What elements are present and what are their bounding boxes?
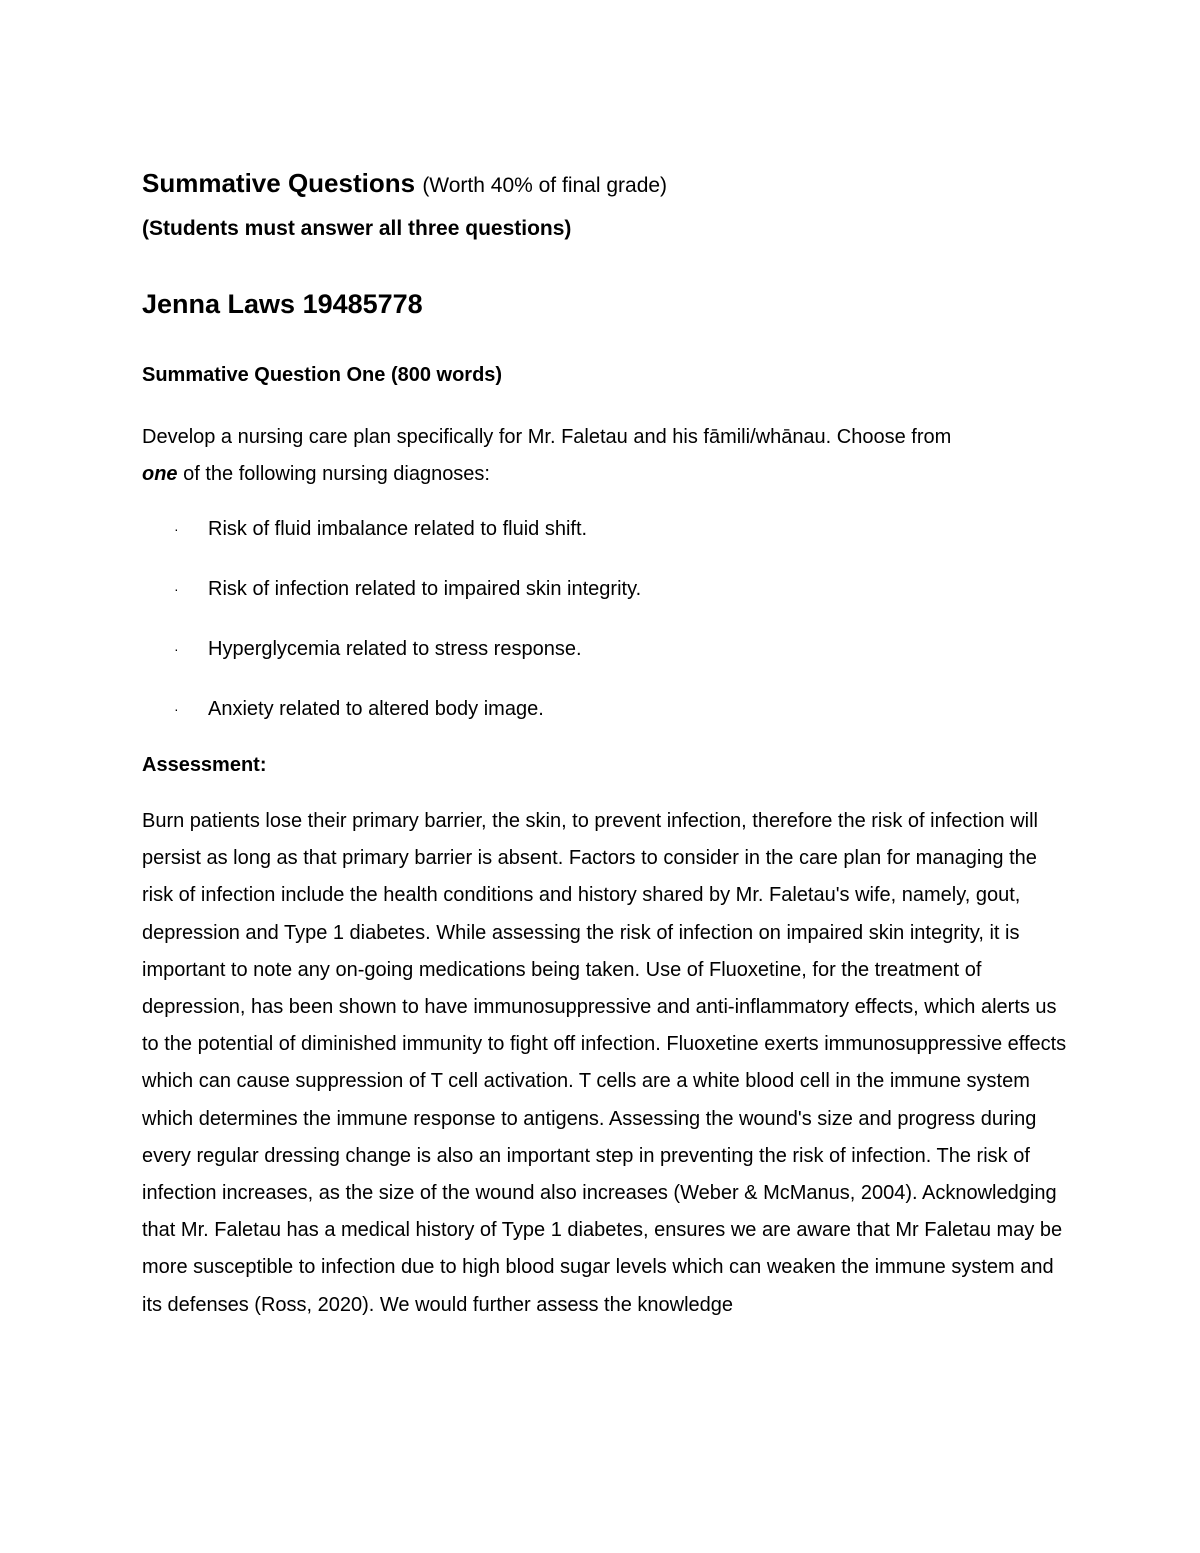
list-item — [142, 515, 1072, 543]
diagnosis-text: Hyperglycemia related to stress response. — [208, 638, 582, 660]
assessment-paragraph: Burn patients lose their primary barrier, the skin, to prevent infection, therefore the risk of infection will persist as long as that primary barrier is absent. Factors to consider in the care plan for managing the risk of infection include the health conditions and history shared by Mr. Faletau's wife, namely, gout, depression and Type 1 diabetes. While assessing the risk of infection on impaired skin integrity, it is important to note any on-going medications being taken. Use of Fluoxetine, for the treatment of depression, has been shown to have immunosuppressive and anti-inflammatory effects, which alerts us to the potential of diminished immunity to fight off infection. Fluoxetine exerts immunosuppressive effects which can cause suppression of T cell activation. T cells are a white blood cell in the immune system which determines the immune response to antigens. Assessing the wound's size and progress during every regular dressing change is also an important step in preventing the risk of infection. The risk of infection increases, as the size of the wound also increases (Weber & McManus, 2004). Acknowledging that Mr. Faletau has a medical history of Type 1 diabetes, ensures we are aware that Mr Faletau may be more susceptible to infection due to high blood sugar levels which can weaken the immune system and its defenses (Ross, 2020). We would further assess the knowledge — [142, 810, 1067, 1316]
list-item — [142, 575, 1072, 603]
prompt-text-1: Develop a nursing care plan specifically for Mr. Faletau and his fāmili/whānau. Choose from — [142, 426, 952, 448]
title-main: Summative Questions — [142, 168, 416, 198]
bullet-icon: · — [174, 641, 179, 657]
bullet-icon: · — [174, 581, 179, 597]
list-item — [142, 635, 1072, 663]
prompt-text-2: of the following nursing diagnoses: — [183, 463, 490, 485]
bullet-icon: · — [174, 521, 179, 537]
assessment-heading: Assessment: — [142, 754, 267, 776]
diagnosis-text: Anxiety related to altered body image. — [208, 698, 544, 720]
document-page — [142, 166, 1072, 1324]
document-title — [142, 166, 1072, 203]
title-weight-note: (Worth 40% of final grade) — [422, 174, 668, 197]
student-name-id: Jenna Laws 19485778 — [142, 289, 423, 319]
question-heading: Summative Question One (800 words) — [142, 364, 503, 386]
diagnosis-list — [142, 515, 1072, 723]
prompt-emphasis: one — [142, 463, 178, 485]
diagnosis-text: Risk of fluid imbalance related to fluid shift. — [208, 518, 588, 540]
instructions-subtitle: (Students must answer all three questions) — [142, 217, 572, 240]
bullet-icon: · — [174, 701, 179, 717]
diagnosis-text: Risk of infection related to impaired skin integrity. — [208, 578, 642, 600]
list-item — [142, 695, 1072, 723]
question-prompt — [142, 419, 1072, 493]
